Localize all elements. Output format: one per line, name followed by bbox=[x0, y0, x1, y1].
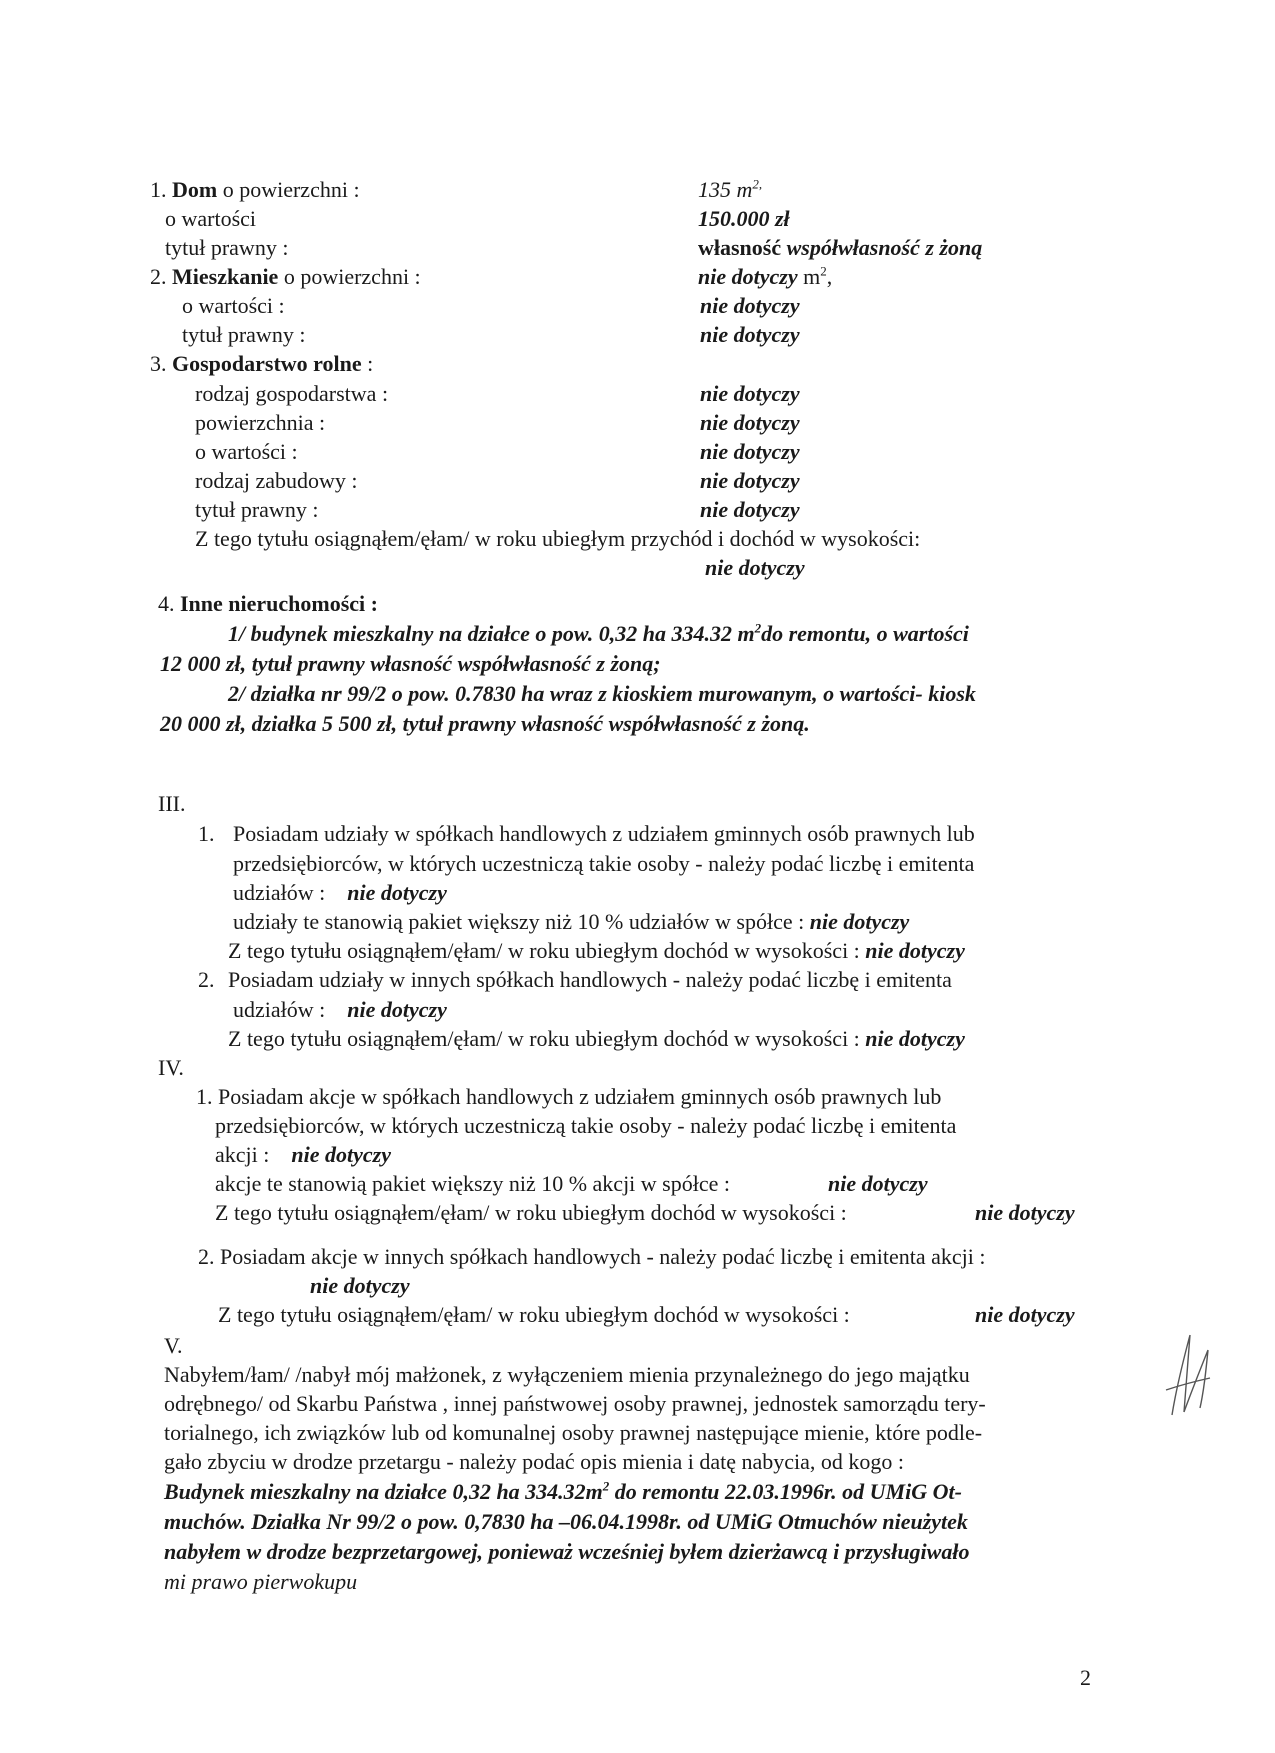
page-number: 2 bbox=[1080, 1665, 1091, 1690]
section-v-answer-line4: mi prawo pierwokupu bbox=[164, 1569, 358, 1594]
mieszkanie-title-label: tytuł prawny : bbox=[182, 322, 306, 347]
section-v-answer-line2: muchów. Działka Nr 99/2 o pow. 0,7830 ha –06.04.1998r. od UMiG Otmuchów nieużytek bbox=[164, 1509, 968, 1534]
farm-type-value: nie dotyczy bbox=[700, 381, 800, 406]
farm-area-value: nie dotyczy bbox=[700, 410, 800, 435]
mieszkanie-value-label: o wartości : bbox=[182, 293, 285, 318]
section-iv-item2-line3-value: nie dotyczy bbox=[975, 1302, 1075, 1327]
farm-type-label: rodzaj gospodarstwa : bbox=[195, 381, 389, 406]
farm-build-value: nie dotyczy bbox=[700, 468, 800, 493]
farm-income-value: nie dotyczy bbox=[705, 555, 805, 580]
farm-build-label: rodzaj zabudowy : bbox=[195, 468, 358, 493]
section-iv-heading: IV. bbox=[158, 1055, 184, 1080]
mieszkanie-area-value: nie dotyczy $m^2$, bbox=[698, 263, 833, 289]
dom-value: 150.000 zł bbox=[698, 206, 790, 231]
section-iii-heading: III. bbox=[158, 791, 186, 816]
section-iv-item1-line1: 1. Posiadam akcje w spółkach handlowych z udziałem gminnych osób prawnych lub bbox=[196, 1084, 942, 1109]
section-iii-item1-num: 1. bbox=[198, 821, 215, 846]
farm-income-label: Z tego tytułu osiągnąłem/ęłam/ w roku ubiegłym przychód i dochód w wysokości: bbox=[195, 526, 921, 551]
section-iv-item1-line3: akcji : nie dotyczy bbox=[215, 1142, 391, 1167]
section-iv-item1-line5-value: nie dotyczy bbox=[975, 1200, 1075, 1225]
section-v-heading: V. bbox=[164, 1333, 183, 1358]
section-v-text-line1: Nabyłem/łam/ /nabył mój małżonek, z wyłączeniem mienia przynależnego do jego majątku bbox=[164, 1362, 970, 1387]
section-iii-item1-line5: Z tego tytułu osiągnąłem/ęłam/ w roku ubiegłym dochód w wysokości : nie dotyczy bbox=[228, 938, 965, 963]
mieszkanie-title-value: nie dotyczy bbox=[700, 322, 800, 347]
section-iv-item2-line1: 2. Posiadam akcje w innych spółkach handlowych - należy podać liczbę i emitenta akcji : bbox=[198, 1244, 986, 1269]
section-iii-item1-line4: udziały te stanowią pakiet większy niż 10 % udziałów w spółce : nie dotyczy bbox=[233, 909, 910, 934]
other-property-1-line2: 12 000 zł, tytuł prawny własność współwłasność z żoną; bbox=[160, 651, 661, 676]
farm-value: nie dotyczy bbox=[700, 439, 800, 464]
farm-title-value: nie dotyczy bbox=[700, 497, 800, 522]
section-iv-item1-line4-value: nie dotyczy bbox=[828, 1171, 928, 1196]
handwritten-initials bbox=[1160, 1320, 1220, 1430]
section-v-text-line3: torialnego, ich związków lub od komunalnej osoby prawnej następujące mienie, które podle- bbox=[164, 1420, 983, 1445]
section-iv-item1-line2: przedsiębiorców, w których uczestniczą takie osoby - należy podać liczbę i emitenta bbox=[215, 1113, 957, 1138]
section-v-answer-line1: Budynek mieszkalny na działce 0,32 ha $334.32m^2$ do remontu 22.03.1996r. od UMiG Ot- bbox=[164, 1478, 962, 1504]
dom-area-value: 135 $m^{2,}$ bbox=[698, 176, 763, 202]
farm-value-label: o wartości : bbox=[195, 439, 298, 464]
other-property-1-line1: 1/ budynek mieszkalny na działce o pow. 0,32 ha 334.32 $m^2do$ remontu, o wartości bbox=[228, 620, 969, 646]
dom-title-value: własność współwłasność z żoną bbox=[698, 235, 983, 260]
section-v-answer-line3: nabyłem w drodze bezprzetargowej, ponieważ wcześniej byłem dzierżawcą i przysługiwało bbox=[164, 1539, 970, 1564]
other-property-2-line2: 20 000 zł, działka 5 500 zł, tytuł prawny własność współwłasność z żoną. bbox=[160, 711, 810, 736]
gospodarstwo-label: 3. Gospodarstwo rolne : bbox=[150, 351, 374, 376]
section-iii-item2-line2: udziałów : nie dotyczy bbox=[233, 997, 447, 1022]
section-iv-item2-line2-value: nie dotyczy bbox=[310, 1273, 410, 1298]
section-iii-item2-line3: Z tego tytułu osiągnąłem/ęłam/ w roku ubiegłym dochód w wysokości : nie dotyczy bbox=[228, 1026, 965, 1051]
other-property-label: 4. Inne nieruchomości : bbox=[158, 591, 378, 616]
section-iv-item2-line3: Z tego tytułu osiągnąłem/ęłam/ w roku ubiegłym dochód w wysokości : bbox=[218, 1302, 850, 1327]
section-iv-item1-line4: akcje te stanowią pakiet większy niż 10 % akcji w spółce : bbox=[215, 1171, 730, 1196]
dom-label: 1. Dom o powierzchni : bbox=[150, 177, 360, 202]
dom-value-label: o wartości bbox=[165, 206, 257, 231]
section-v-text-line2: odrębnego/ od Skarbu Państwa , innej państwowej osoby prawnej, jednostek samorządu tery- bbox=[164, 1391, 986, 1416]
section-iii-item1-line2: przedsiębiorców, w których uczestniczą takie osoby - należy podać liczbę i emitenta bbox=[233, 851, 975, 876]
section-iv-item1-line5: Z tego tytułu osiągnąłem/ęłam/ w roku ubiegłym dochód w wysokości : bbox=[215, 1200, 847, 1225]
mieszkanie-label: 2. Mieszkanie o powierzchni : bbox=[150, 264, 421, 289]
section-v-text-line4: gało zbyciu w drodze przetargu - należy podać opis mienia i datę nabycia, od kogo : bbox=[164, 1449, 904, 1474]
farm-area-label: powierzchnia : bbox=[195, 410, 326, 435]
dom-title-label: tytuł prawny : bbox=[165, 235, 289, 260]
other-property-2-line1: 2/ działka nr 99/2 o pow. 0.7830 ha wraz z kioskiem murowanym, o wartości- kiosk bbox=[228, 681, 976, 706]
section-iii-item2-line1: Posiadam udziały w innych spółkach handlowych - należy podać liczbę i emitenta bbox=[228, 967, 952, 992]
section-iii-item1-line1: Posiadam udziały w spółkach handlowych z udziałem gminnych osób prawnych lub bbox=[233, 821, 975, 846]
farm-title-label: tytuł prawny : bbox=[195, 497, 319, 522]
section-iii-item1-line3: udziałów : nie dotyczy bbox=[233, 880, 447, 905]
section-iii-item2-num: 2. bbox=[198, 967, 215, 992]
mieszkanie-value: nie dotyczy bbox=[700, 293, 800, 318]
